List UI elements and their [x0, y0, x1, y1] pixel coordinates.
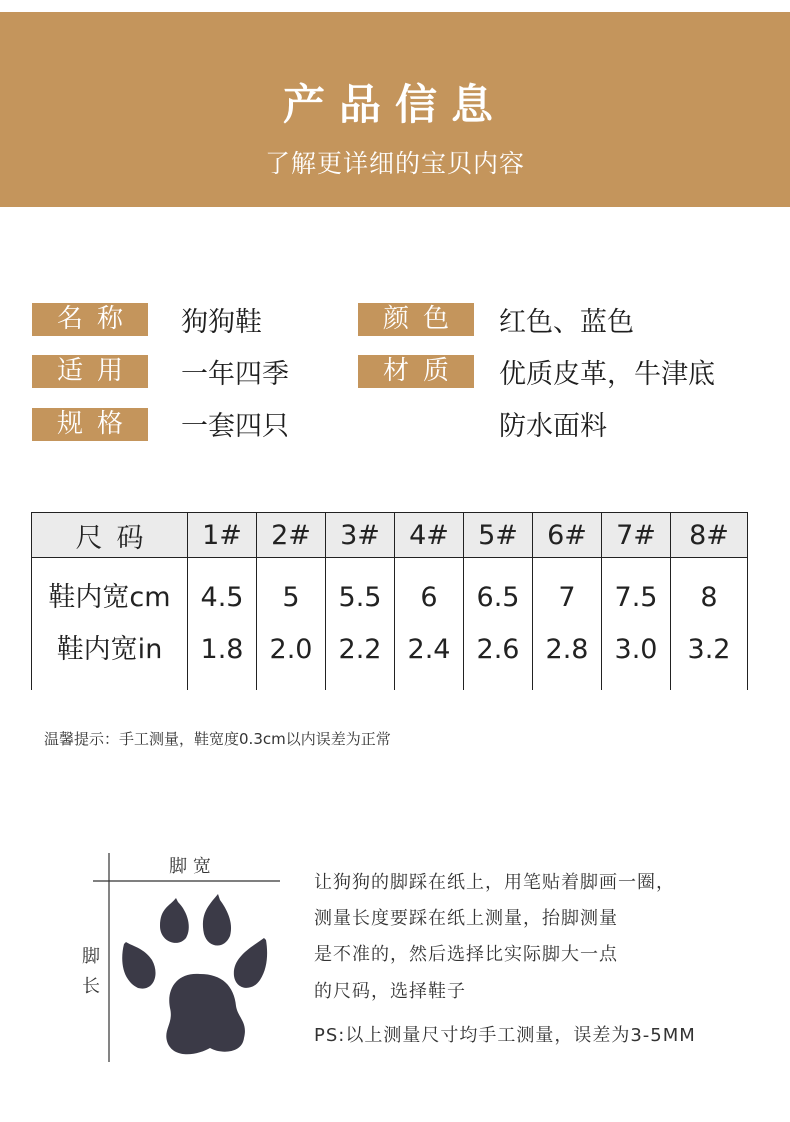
length-label-top: 脚: [82, 946, 100, 967]
paw-toe-3: [122, 942, 155, 989]
table-cell: [464, 558, 533, 691]
table-cell: [326, 558, 395, 691]
table-header-cell: 4#: [395, 513, 464, 558]
spec-label: 规格: [32, 408, 148, 441]
cm-value: 7.5: [614, 582, 658, 613]
table-header-cell: 6#: [533, 513, 602, 558]
page-subtitle: 了解更详细的宝贝内容: [264, 149, 525, 178]
table-cell: [32, 558, 188, 691]
cm-value: 8: [700, 582, 718, 613]
header-banner: [0, 12, 790, 207]
size-table-header: [32, 513, 748, 558]
season-label: 适用: [32, 355, 148, 388]
table-cell: [671, 558, 748, 691]
size-table-body: [32, 558, 748, 691]
table-header-cell: 2#: [257, 513, 326, 558]
table-header-cell: 3#: [326, 513, 395, 558]
paw-toe-1: [160, 898, 189, 943]
table-header-cell: 7#: [602, 513, 671, 558]
page-title: 产品信息: [282, 80, 507, 129]
paw-toe-4: [234, 938, 267, 988]
table-cell: [257, 558, 326, 691]
paw-pad: [166, 974, 245, 1054]
in-value: 2.8: [545, 634, 589, 665]
width-label: 脚 宽: [169, 856, 211, 877]
table-cell: [533, 558, 602, 691]
size-table: [31, 512, 748, 690]
instruction-line: 让狗狗的脚踩在纸上，用笔贴着脚画一圈，: [314, 872, 675, 893]
instruction-line: 是不准的，然后选择比实际脚大一点: [314, 944, 618, 965]
table-header-cell: 1#: [188, 513, 257, 558]
instruction-line: 的尺码，选择鞋子: [314, 981, 466, 1002]
color-value: 红色、蓝色: [499, 307, 634, 338]
cm-value: 6.5: [476, 582, 520, 613]
material-value-line2: 防水面料: [499, 411, 607, 442]
in-value: 3.0: [614, 634, 658, 665]
in-value: 2.2: [338, 634, 382, 665]
color-label: 颜色: [358, 303, 474, 336]
cm-value: 5.5: [338, 582, 382, 613]
cm-value: 7: [558, 582, 576, 613]
in-value: 2.0: [269, 634, 313, 665]
table-header-cell: 8#: [671, 513, 748, 558]
season-value: 一年四季: [181, 359, 289, 390]
material-label: 材质: [358, 355, 474, 388]
instruction-line: 测量长度要踩在纸上测量，抬脚测量: [314, 908, 618, 929]
ps-note: PS:以上测量尺寸均手工测量，误差为3-5MM: [314, 1025, 696, 1046]
name-label: 名称: [32, 303, 148, 336]
in-value: 1.8: [200, 634, 244, 665]
table-cell: [188, 558, 257, 691]
row-label-cm: 鞋内宽cm: [48, 582, 171, 613]
cm-value: 4.5: [200, 582, 244, 613]
length-label-bottom: 长: [82, 976, 100, 997]
material-value: 优质皮革，牛津底: [499, 359, 715, 390]
measurement-note: 温馨提示：手工测量，鞋宽度0.3cm以内误差为正常: [44, 730, 391, 748]
table-header-cell: 尺码: [32, 513, 188, 558]
paw-diagram: [80, 848, 290, 1068]
in-value: 2.6: [476, 634, 520, 665]
spec-value: 一套四只: [181, 411, 289, 442]
in-value: 3.2: [687, 634, 731, 665]
paw-toe-2: [203, 894, 231, 946]
table-cell: [395, 558, 464, 691]
in-value: 2.4: [407, 634, 451, 665]
cm-value: 5: [282, 582, 300, 613]
table-cell: [602, 558, 671, 691]
name-value: 狗狗鞋: [181, 307, 262, 338]
cm-value: 6: [420, 582, 438, 613]
row-label-in: 鞋内宽in: [56, 634, 163, 665]
paw-icon: [122, 894, 267, 1054]
table-header-cell: 5#: [464, 513, 533, 558]
paw-diagram-svg: [80, 848, 290, 1068]
